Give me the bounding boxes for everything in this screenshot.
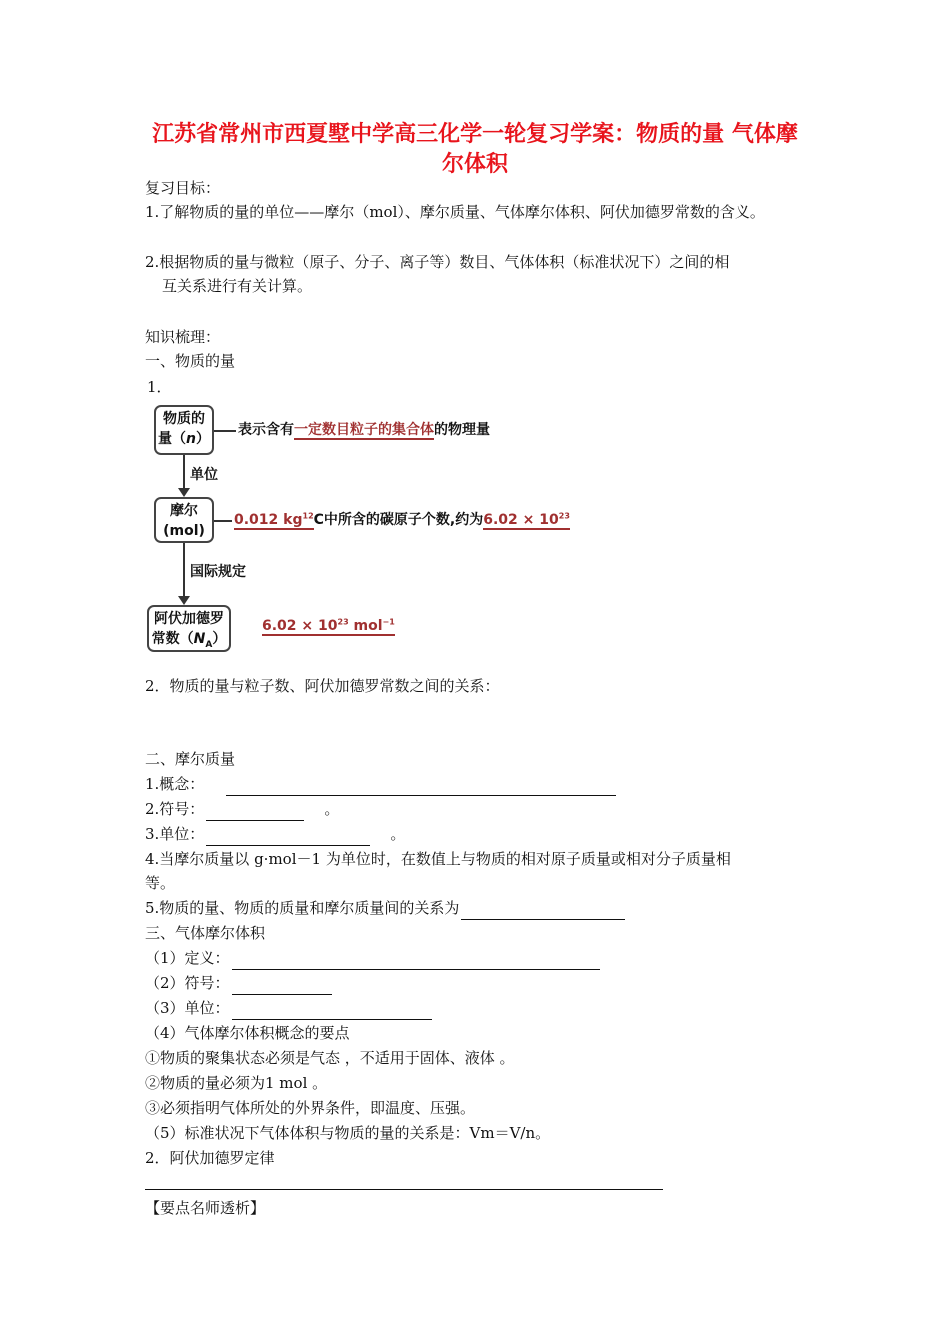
symbol-blank[interactable] (206, 802, 304, 821)
gas-volume-points: （4）气体摩尔体积概念的要点 (145, 1024, 350, 1042)
gas-volume-point-1: ①物质的聚集状态必须是气态 ，不适用于固体、液体 。 (145, 1049, 515, 1067)
gas-unit-blank[interactable] (232, 1001, 432, 1020)
knowledge-heading: 知识梳理： (145, 328, 221, 346)
desc-2 (234, 509, 570, 529)
item-1-label: 1． (147, 378, 172, 396)
desc-1 (238, 419, 490, 439)
arrow-1-head (178, 488, 190, 497)
desc2-c: C (313, 512, 324, 528)
title-line-2: 尔体积 (441, 152, 508, 177)
connector-2 (214, 520, 232, 522)
desc2-answer1 (234, 512, 314, 530)
molar-mass-concept (145, 772, 618, 796)
item5-label: 5.物质的量、物质的质量和摩尔质量间的关系为 (145, 899, 460, 917)
unit-blank[interactable] (206, 827, 370, 846)
concept-blank[interactable] (226, 777, 616, 796)
connector-1 (214, 430, 236, 432)
arrow-2-head (178, 596, 190, 605)
gas-volume-point-3: ③必须指明气体所处的外界条件，即温度、压强。 (145, 1099, 476, 1117)
desc2-answer2-text: 6.02 × 10 (483, 512, 559, 528)
goal-item-2b: 互关系进行有关计算。 (162, 277, 313, 295)
avogadro-law-heading: 2．阿伏加德罗定律 (145, 1149, 275, 1167)
unit-end: 。 (390, 825, 406, 843)
box3-suffix: ） (212, 631, 227, 647)
box-mole (154, 497, 214, 543)
arrow-2-shaft (183, 543, 185, 596)
molar-mass-item-4a: 4.当摩尔质量以 g·mol－1 为单位时，在数值上与物质的相对原子质量或相对分子质量相 (145, 850, 731, 868)
desc-3 (262, 617, 395, 634)
box3-var: N (193, 631, 206, 647)
box1-suffix: ） (195, 431, 210, 447)
gas-volume-point-5: （5）标准状况下气体体积与物质的量的关系是：Vm＝V/n。 (145, 1124, 551, 1142)
section-1-heading: 一、物质的量 (145, 352, 236, 370)
box1-var: n (186, 431, 196, 447)
desc2-answer2-sup: 23 (558, 511, 570, 521)
molar-mass-item-5 (145, 896, 627, 920)
gas-volume-symbol (145, 971, 334, 995)
box-avogadro (147, 605, 231, 652)
section-3-heading: 三、气体摩尔体积 (145, 924, 266, 942)
desc2-mid: 中所含的碳原子个数,约为 (323, 512, 484, 528)
goal-item-2a: 2.根据物质的量与微粒（原子、分子、离子等）数目、气体体积（标准状况下）之间的相 (145, 253, 730, 271)
arrow-2-label: 国际规定 (190, 564, 246, 580)
desc3-unit: mol (348, 617, 383, 634)
box1-line2 (156, 429, 212, 449)
def-label: （1）定义： (145, 949, 230, 967)
molar-mass-item-4b: 等。 (145, 874, 176, 892)
gas-unit-label: （3）单位： (145, 999, 230, 1017)
desc3-unit-sup: −1 (382, 617, 395, 626)
desc3-answer (262, 618, 395, 636)
desc1-prefix: 表示含有 (238, 422, 294, 438)
desc3-sup: 23 (337, 617, 349, 626)
desc3-answer-text: 6.02 × 10 (262, 617, 338, 634)
gas-symbol-blank[interactable] (232, 976, 332, 995)
goals-heading: 复习目标： (145, 179, 221, 197)
def-blank[interactable] (232, 951, 600, 970)
arrow-1-shaft (183, 455, 185, 488)
gas-volume-point-2: ②物质的量必须为1 mol 。 (145, 1074, 328, 1092)
gas-volume-unit (145, 996, 434, 1020)
gas-volume-def (145, 946, 602, 970)
box2-line1: 摩尔 (170, 503, 198, 519)
desc2-answer1-text: 0.012 kg (234, 512, 303, 528)
box1-prefix: 量（ (158, 431, 187, 447)
section-2-heading: 二、摩尔质量 (145, 750, 236, 768)
symbol-label: 2.符号： (145, 800, 205, 818)
analysis-heading: 【要点名师透析】 (145, 1199, 266, 1217)
concept-label: 1.概念： (145, 775, 205, 793)
document-title (140, 120, 810, 180)
box1-line1: 物质的 (163, 411, 205, 427)
desc2-sup: 12 (302, 511, 314, 521)
item-2-relation: 2．物质的量与粒子数、阿伏加德罗常数之间的关系： (145, 677, 500, 695)
molar-mass-unit (145, 822, 405, 846)
box3-sub: A (205, 639, 213, 650)
molar-mass-symbol (145, 797, 339, 821)
goal-item-1: 1.了解物质的量的单位——摩尔（mol）、摩尔质量、气体摩尔体积、阿伏加德罗常数的含义。 (145, 203, 765, 221)
box3-line2 (149, 629, 229, 655)
desc1-suffix: 的物理量 (434, 422, 490, 438)
title-line-1: 江苏省常州市西夏墅中学高三化学一轮复习学案：物质的量 气体摩 (152, 122, 798, 147)
item5-blank[interactable] (461, 901, 625, 920)
section-divider (145, 1189, 663, 1190)
desc1-answer: 一定数目粒子的集合体 (294, 422, 434, 438)
unit-label: 3.单位： (145, 825, 205, 843)
symbol-end: 。 (324, 800, 340, 818)
box-amount-of-substance (154, 405, 214, 455)
box2-line2: (mol) (163, 523, 205, 539)
arrow-1-label: 单位 (190, 467, 218, 483)
box3-line1: 阿伏加德罗 (154, 611, 224, 627)
desc2-answer2 (483, 512, 570, 530)
box3-prefix: 常数（ (151, 631, 194, 647)
gas-symbol-label: （2）符号： (145, 974, 230, 992)
